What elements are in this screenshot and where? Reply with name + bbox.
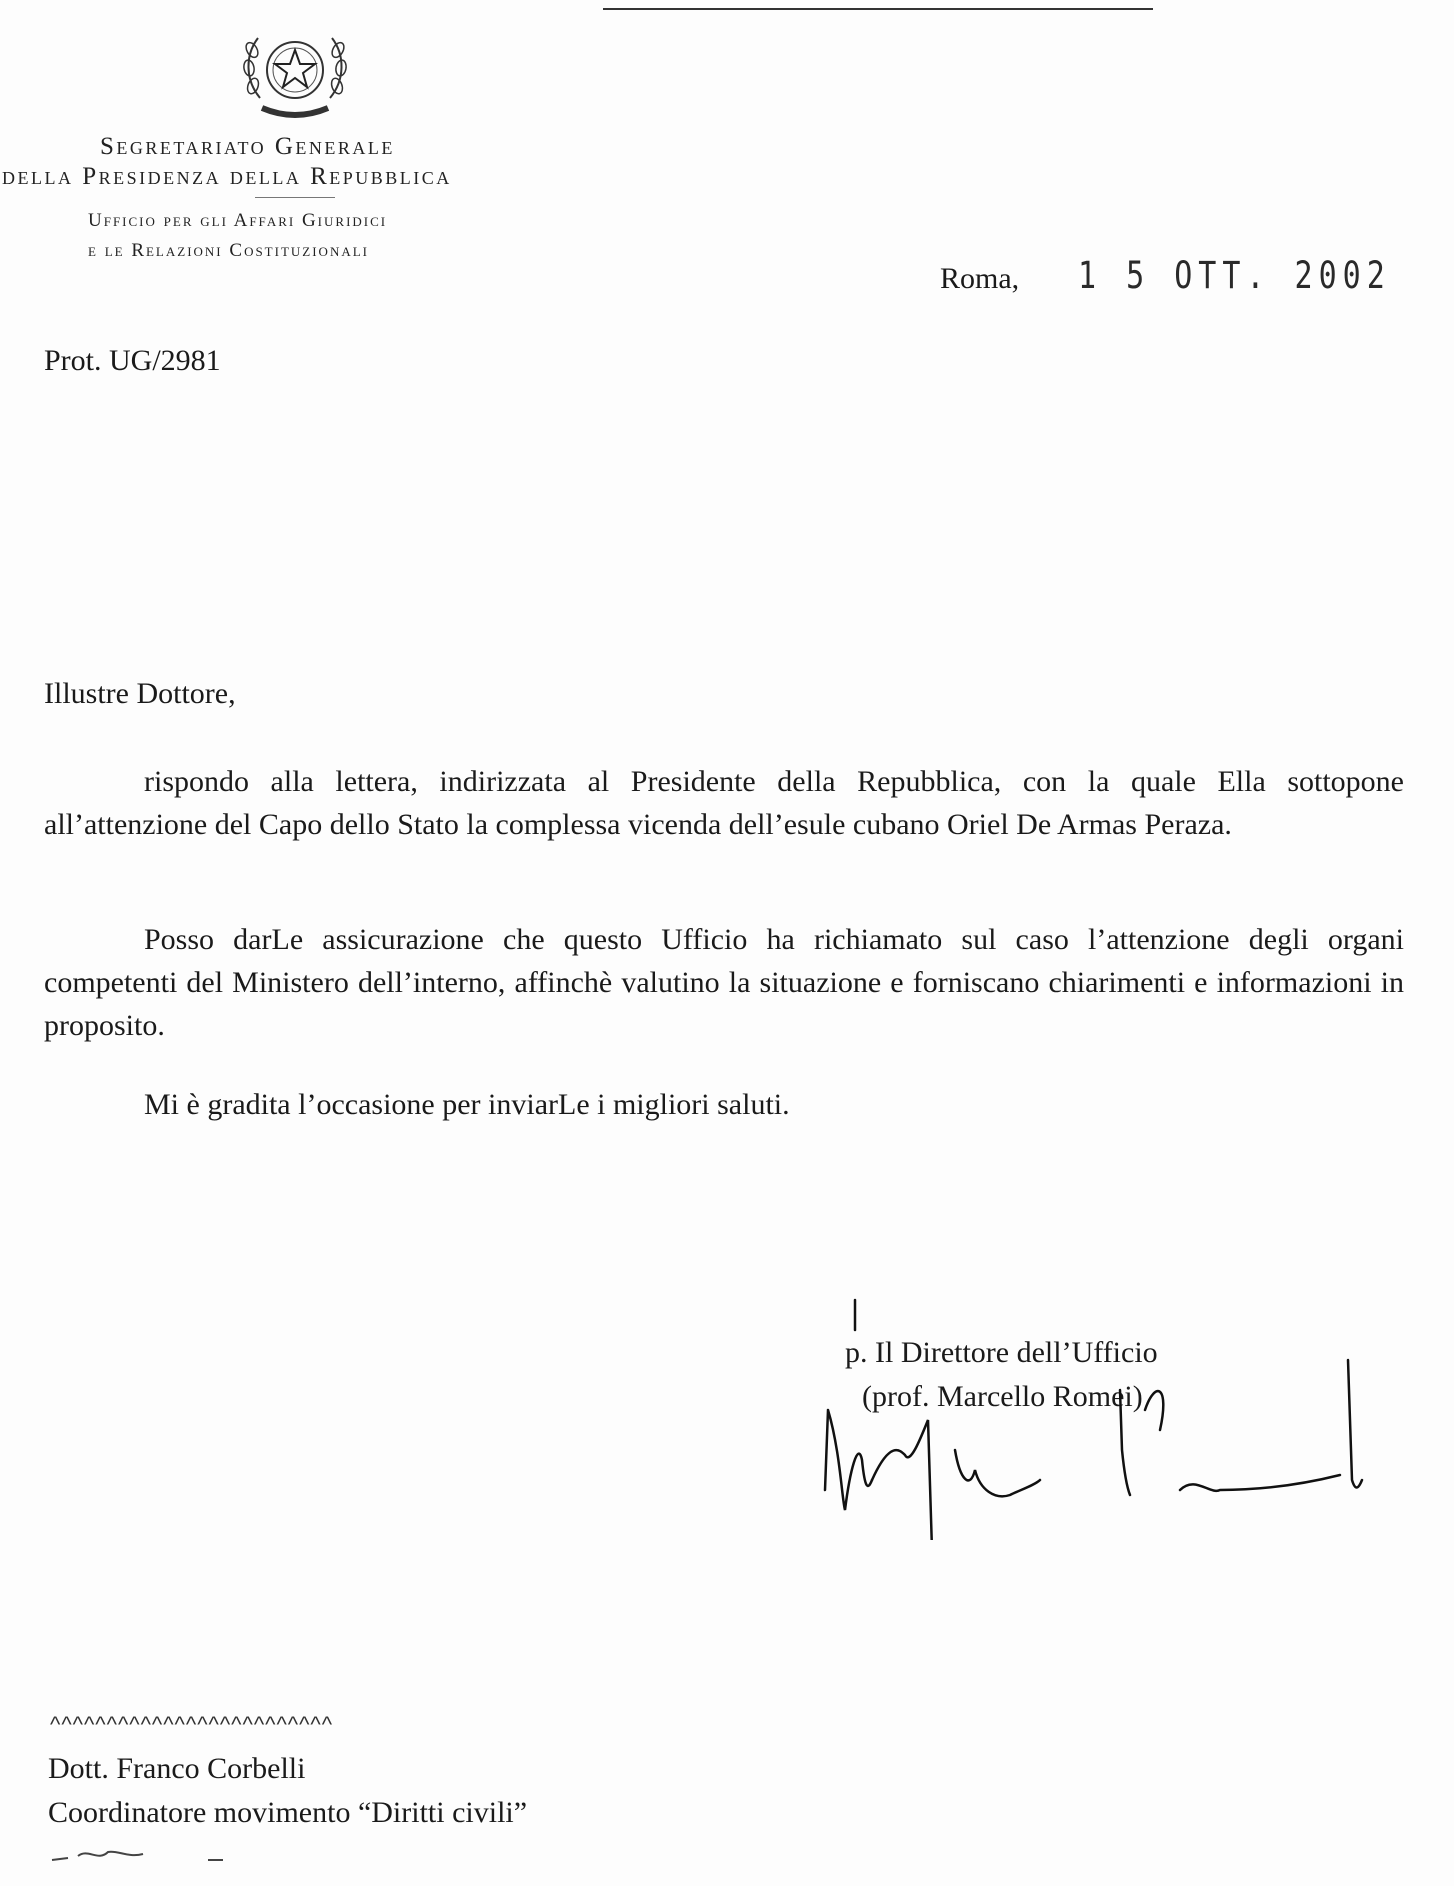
handwritten-signature: [810, 1290, 1390, 1540]
header-line-1: Segretariato Generale: [100, 133, 395, 160]
recipient-role: Coordinatore movimento “Diritti civili”: [48, 1796, 528, 1829]
office-line-2: e le Relazioni Costituzionali: [88, 240, 369, 261]
salutation: Illustre Dottore,: [44, 677, 236, 710]
protocol-number: Prot. UG/2981: [44, 344, 221, 377]
body-paragraph-1: rispondo alla lettera, indirizzata al Presidente della Repubblica, con la quale Ella sottopone all’attenzione del Capo dello Stato la complessa vicenda dell’esule cubano Oriel De Armas Peraza.: [44, 765, 1404, 841]
signer-title: p. Il Direttore dell’Ufficio: [845, 1336, 1158, 1369]
body-paragraph-2: Posso darLe assicurazione che questo Ufficio ha richiamato sul caso l’attenzione degli organi competenti del Ministero dell’interno, affinchè valutino la situazione e forniscano chiarimenti e informazioni in proposito.: [44, 923, 1404, 1042]
top-rule: [603, 8, 1153, 10]
separator-line: ^^^^^^^^^^^^^^^^^^^^^^^^^: [50, 1712, 334, 1737]
address-scribble: [48, 1838, 268, 1868]
office-line-1: Ufficio per gli Affari Giuridici: [88, 210, 388, 231]
signer-name: (prof. Marcello Romei): [862, 1380, 1143, 1413]
header-divider: [255, 197, 335, 198]
recipient-name: Dott. Franco Corbelli: [48, 1752, 306, 1785]
place: Roma,: [940, 262, 1020, 295]
body-paragraph-3: Mi è gradita l’occasione per inviarLe i migliori saluti.: [144, 1088, 790, 1121]
header-line-2: della Presidenza della Repubblica: [2, 163, 452, 190]
date-stamp: 1 5 OTT. 2002: [1078, 254, 1391, 298]
republic-emblem-icon: [240, 20, 350, 130]
